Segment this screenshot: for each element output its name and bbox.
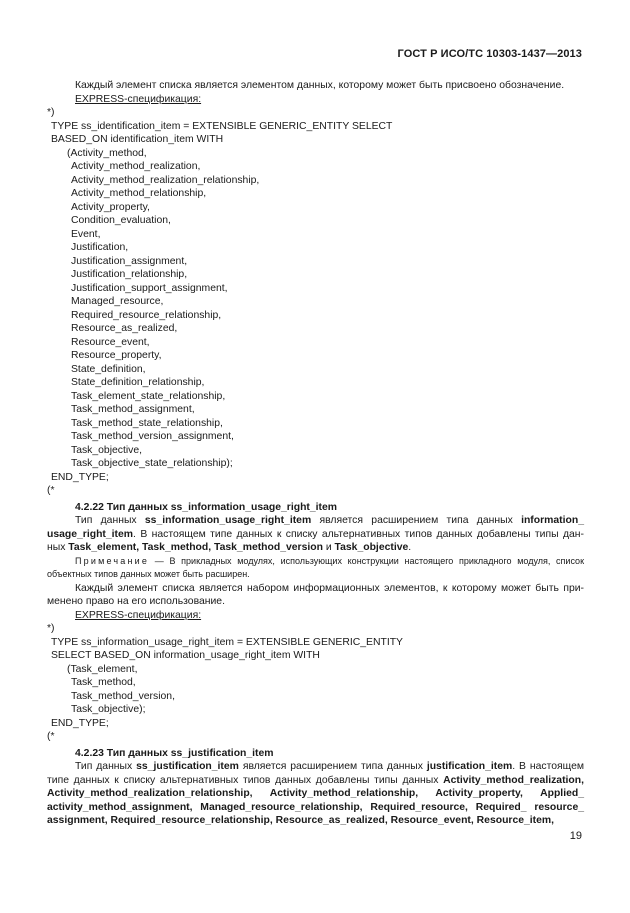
select-list-item: Activity_method_relationship, [71, 188, 207, 199]
select-list-item: (Activity_method, [67, 147, 147, 159]
select-list-item: Activity_method_realization, [71, 161, 201, 172]
select-list [47, 663, 584, 717]
select-list-item: Task_method_assignment, [71, 404, 195, 415]
standard-header: ГОСТ Р ИСО/ТС 10303-1437—2013 [397, 48, 582, 60]
select-list-item: Condition_evaluation, [71, 215, 171, 226]
select-list-item: Managed_resource, [71, 296, 164, 307]
select-list-item: Justification_relationship, [71, 269, 188, 280]
select-list-item: Task_element_state_relationship, [71, 390, 226, 402]
note-label: Примечание [75, 555, 150, 566]
type-declaration: TYPE ss_identification_item = EXTENSIBLE GENERIC_ENTITY SELECT [51, 120, 393, 132]
express-label: EXPRESS-спецификация: [75, 93, 202, 105]
select-list-item: State_definition, [71, 363, 146, 375]
type-declaration: TYPE ss_information_usage_right_item = EXTENSIBLE GENERIC_ENTITY [51, 636, 403, 648]
section-heading: 4.2.22 Тип данных ss_information_usage_right_item [75, 501, 338, 513]
end-type: END_TYPE; [51, 471, 109, 483]
select-based-on-line: SELECT BASED_ON information_usage_right_item WITH [51, 650, 320, 661]
select-list-item: Activity_property, [71, 201, 150, 213]
select-list-item: (Task_element, [67, 663, 138, 675]
end-type: END_TYPE; [51, 717, 109, 729]
express-label: EXPRESS-спецификация: [75, 609, 202, 621]
select-list-item: Task_method_version, [71, 690, 175, 702]
section-heading: 4.2.23 Тип данных ss_justification_item [75, 747, 274, 759]
section-paragraph: Каждый элемент списка является набором информационных элементов, к которому может быть при-менено право на его использование. [47, 582, 584, 607]
select-list [47, 147, 584, 471]
select-list-item: Justification_assignment, [71, 255, 188, 267]
based-on-line: BASED_ON identification_item WITH [51, 134, 224, 145]
comment-open: *) [47, 107, 55, 118]
section-paragraph: Тип данных ss_justification_item является расширением типа данных justification_item. В настоящем типе данных к списку альтернативных типов данных добавлены типы данных Activity_method_realization, Activity_method_realization_relationship, Activity_method_relationship, Activity_property, Applied_ activity_method_assignment, Managed_resource_relationship, Required_resource, Required_ resource_ assignment, Required_resource_relationship, Resource_as_realized, Resource_event, Resource_item, [47, 761, 585, 826]
select-list-item: Justification, [71, 242, 129, 253]
comment-open: *) [47, 623, 55, 634]
section-paragraph: Тип данных ss_information_usage_right_item является расширением типа данных information_ usage_right_item. В настоящем типе данных к списку альтернативных типов данных добавлены типы дан-ных Task_element, Task_method, Task_method_version и Task_objective. [47, 515, 584, 553]
page-number: 19 [569, 830, 582, 842]
intro-paragraph: Каждый элемент списка является элементом данных, которому может быть присвоено обозначение. [75, 80, 565, 91]
select-list-item: Task_method_state_relationship, [71, 417, 223, 429]
select-list-item: Event, [71, 228, 101, 240]
select-list-item: Task_method_version_assignment, [71, 431, 234, 442]
select-list-item: Task_method, [71, 677, 136, 688]
comment-close: (* [47, 485, 55, 496]
select-list-item: Resource_property, [71, 350, 162, 361]
select-list-item: State_definition_relationship, [71, 377, 205, 388]
select-list-item: Resource_as_realized, [71, 323, 178, 334]
select-list-item: Task_objective, [71, 444, 143, 456]
select-list-item: Required_resource_relationship, [71, 309, 222, 321]
note-paragraph: Примечание — В прикладных модулях, использующих конструкции настоящего прикладного модуля, список объектных типов данных может быть расширен. [47, 555, 584, 579]
select-list-item: Activity_method_realization_relationship, [71, 174, 260, 186]
page-content [47, 79, 584, 828]
select-list-item: Task_objective_state_relationship); [71, 458, 233, 469]
comment-close: (* [47, 731, 55, 742]
select-list-item: Task_objective); [71, 704, 146, 715]
select-list-item: Justification_support_assignment, [71, 282, 228, 294]
select-list-item: Resource_event, [71, 336, 150, 348]
